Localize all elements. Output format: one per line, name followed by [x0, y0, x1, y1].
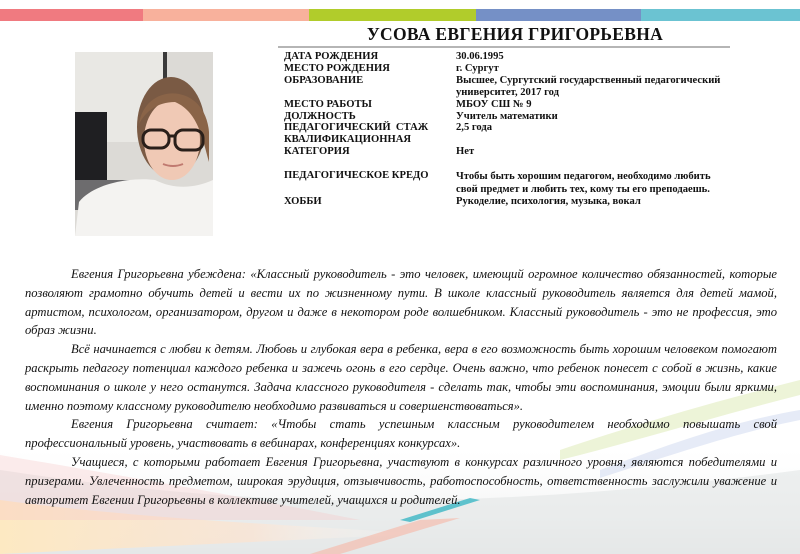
info-label: ОБРАЗОВАНИЕ: [284, 74, 364, 86]
info-row-hobby: [284, 196, 734, 208]
info-row-category: [284, 134, 734, 158]
stripe-green: [309, 9, 476, 21]
info-row-birth-place: [284, 63, 734, 75]
portrait-illustration: [75, 52, 213, 236]
info-value: МБОУ СШ № 9: [456, 98, 532, 110]
title-divider: [278, 46, 730, 48]
profile-info-table: [284, 51, 734, 208]
info-row-birth-date: [284, 51, 734, 63]
info-value: 2,5 года: [456, 122, 493, 134]
info-row-credo: [284, 170, 734, 196]
info-label: ПЕДАГОГИЧЕСКОЕ КРЕДО: [284, 170, 429, 182]
paragraph: Учащиеся, с которыми работает Евгения Григорьевна, участвуют в конкурсах различного уровня, являются победителями и призерами. Увлеченность предметом, широкая эрудиция, отзывчивость, работоспособность, ответственность заслужили уважение и авторитет Евгении Григорьевны в коллективе учителей, учащихся и родителей.: [25, 454, 777, 507]
info-row-education: [284, 75, 734, 99]
stripe-cyan: [641, 9, 800, 21]
info-value: Нет: [456, 146, 475, 158]
info-label: ПЕДАГОГИЧЕСКИЙ СТАЖ: [284, 122, 429, 134]
info-label: КВАЛИФИКАЦИОННАЯ КАТЕГОРИЯ: [284, 134, 412, 158]
info-row-position: [284, 111, 734, 123]
color-stripe-bar: [0, 9, 800, 21]
stripe-peach: [143, 9, 309, 21]
info-label: МЕСТО РАБОТЫ: [284, 98, 372, 110]
info-value: Высшее, Сургутский государственный педагогический университет, 2017 год: [456, 74, 721, 98]
paragraph: Всё начинается с любви к детям. Любовь и глубокая вера в ребенка, вера в его возможность быть хорошим человеком помогают раскрыть педагогу потенциал каждого ребенка и зажечь огонь в его сердце. Очень важно, что ребенок понесет с собой в жизнь, какие воспоминания о школе у него останутся. Задача классного руководителя - сделать так, чтобы эти воспоминания, эмоции были яркими, именно поэтому классному руководителю необходимо развиваться и совершенствоваться».: [25, 342, 777, 413]
portrait-photo: [75, 52, 213, 236]
paragraph: Евгения Григорьевна считает: «Чтобы стать успешным классным руководителем необходимо повышать свой профессиональный уровень, участвовать в вебинарах, конференциях конкурсах».: [25, 417, 777, 451]
info-value: Чтобы быть хорошим педагогом, необходимо любить свой предмет и любить тех, кому ты его преподаешь.: [456, 171, 711, 196]
info-value: 30.06.1995: [456, 51, 504, 62]
info-row-experience: [284, 122, 734, 134]
info-value: г. Сургут: [456, 62, 499, 74]
info-row-workplace: [284, 99, 734, 111]
info-label: ХОББИ: [284, 196, 322, 208]
info-label: ДАТА РОЖДЕНИЯ: [284, 51, 379, 62]
stripe-blue: [476, 9, 641, 21]
info-value: Рукоделие, психология, музыка, вокал: [456, 196, 641, 208]
biography-text: [25, 265, 777, 509]
info-label: ДОЛЖНОСТЬ: [284, 110, 356, 122]
info-value: Учитель математики: [456, 110, 558, 122]
info-label: МЕСТО РОЖДЕНИЯ: [284, 62, 390, 74]
stripe-red: [0, 9, 143, 21]
page-title: УСОВА ЕВГЕНИЯ ГРИГОРЬЕВНА: [366, 24, 664, 44]
paragraph: Евгения Григорьевна убеждена: «Классный руководитель - это человек, имеющий огромное количество обязанностей, которые позволяют грамотно обучить детей и вести их по жизненному пути. В школе классный руководитель является для детей мамой, артистом, психологом, организатором, другом и даже в некотором роде волшебником. Классный руководитель - это не профессия, это образ жизни.: [25, 267, 777, 338]
